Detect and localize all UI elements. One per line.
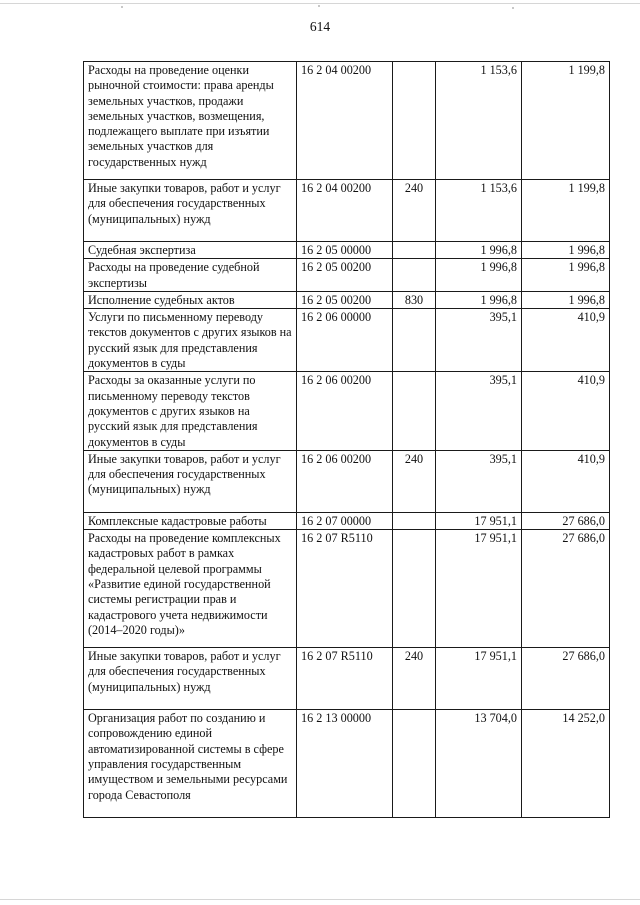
row-name-cell: Исполнение судебных актов <box>84 291 297 308</box>
row-type-cell: 240 <box>393 450 436 512</box>
row-value-1-cell: 17 951,1 <box>436 530 522 648</box>
row-value-2-cell: 14 252,0 <box>522 710 610 818</box>
row-value-2-cell: 1 996,8 <box>522 242 610 259</box>
row-value-2-cell: 1 199,8 <box>522 62 610 180</box>
row-type-cell <box>393 62 436 180</box>
row-code-cell: 16 2 05 00200 <box>297 259 393 292</box>
row-code-cell: 16 2 13 00000 <box>297 710 393 818</box>
row-type-cell <box>393 309 436 372</box>
page-number: 614 <box>309 19 331 34</box>
row-type-cell <box>393 259 436 292</box>
row-value-1-cell: 17 951,1 <box>436 648 522 710</box>
row-value-1-cell: 395,1 <box>436 450 522 512</box>
row-code-cell: 16 2 06 00200 <box>297 372 393 450</box>
row-value-1-cell: 1 996,8 <box>436 291 522 308</box>
table-row <box>84 530 610 648</box>
row-value-1-cell: 395,1 <box>436 309 522 372</box>
row-name-cell: Расходы на проведение комплексных кадастровых работ в рамках федеральной целевой программы «Развитие единой государственной системы регистрации прав и кадастрового учета недвижимости (2014–2020 годы)» <box>84 530 297 648</box>
row-code-cell: 16 2 05 00000 <box>297 242 393 259</box>
row-code-cell: 16 2 07 R5110 <box>297 530 393 648</box>
row-value-1-cell: 1 996,8 <box>436 259 522 292</box>
row-value-1-cell: 1 996,8 <box>436 242 522 259</box>
budget-table <box>83 61 610 818</box>
row-name-cell: Услуги по письменному переводу текстов документов с других языков на русский язык для представления документов в суды <box>84 309 297 372</box>
table-row <box>84 62 610 180</box>
row-value-2-cell: 27 686,0 <box>522 530 610 648</box>
table-row <box>84 372 610 450</box>
row-value-1-cell: 17 951,1 <box>436 512 522 529</box>
row-value-2-cell: 410,9 <box>522 450 610 512</box>
row-value-2-cell: 1 996,8 <box>522 291 610 308</box>
row-value-2-cell: 27 686,0 <box>522 512 610 529</box>
row-code-cell: 16 2 04 00200 <box>297 62 393 180</box>
row-type-cell <box>393 372 436 450</box>
table-row <box>84 450 610 512</box>
row-name-cell: Расходы на проведение оценки рыночной стоимости: права аренды земельных участков, продажи земельных участков, возмещения, подлежащего выплате при изъятии земельных участков для государственных нужд <box>84 62 297 180</box>
row-code-cell: 16 2 06 00200 <box>297 450 393 512</box>
row-value-1-cell: 1 153,6 <box>436 180 522 242</box>
row-name-cell: Судебная экспертиза <box>84 242 297 259</box>
row-code-cell: 16 2 06 00000 <box>297 309 393 372</box>
table-row <box>84 710 610 818</box>
row-value-2-cell: 27 686,0 <box>522 648 610 710</box>
scan-speck <box>121 6 123 8</box>
row-type-cell: 240 <box>393 648 436 710</box>
table-row <box>84 648 610 710</box>
row-code-cell: 16 2 07 R5110 <box>297 648 393 710</box>
row-type-cell <box>393 710 436 818</box>
table-row <box>84 259 610 292</box>
row-value-1-cell: 1 153,6 <box>436 62 522 180</box>
scan-speck <box>318 5 320 7</box>
row-type-cell <box>393 242 436 259</box>
table-row <box>84 291 610 308</box>
row-name-cell: Организация работ по созданию и сопровождению единой автоматизированной системы в сфере управления государственным имуществом и земельными ресурсами города Севастополя <box>84 710 297 818</box>
row-value-1-cell: 13 704,0 <box>436 710 522 818</box>
row-code-cell: 16 2 05 00200 <box>297 291 393 308</box>
row-value-1-cell: 395,1 <box>436 372 522 450</box>
row-name-cell: Расходы за оказанные услуги по письменному переводу текстов документов с других языков на русский язык для представления документов в суды <box>84 372 297 450</box>
row-code-cell: 16 2 07 00000 <box>297 512 393 529</box>
row-type-cell <box>393 530 436 648</box>
scan-artifact-top <box>0 3 640 4</box>
row-type-cell: 240 <box>393 180 436 242</box>
row-name-cell: Иные закупки товаров, работ и услуг для обеспечения государственных (муниципальных) нужд <box>84 180 297 242</box>
scan-artifact-bottom <box>0 899 640 900</box>
row-value-2-cell: 1 996,8 <box>522 259 610 292</box>
table-row <box>84 309 610 372</box>
table-row <box>84 242 610 259</box>
row-value-2-cell: 1 199,8 <box>522 180 610 242</box>
row-value-2-cell: 410,9 <box>522 372 610 450</box>
table-row <box>84 512 610 529</box>
row-name-cell: Иные закупки товаров, работ и услуг для обеспечения государственных (муниципальных) нужд <box>84 450 297 512</box>
row-name-cell: Расходы на проведение судебной экспертизы <box>84 259 297 292</box>
row-code-cell: 16 2 04 00200 <box>297 180 393 242</box>
row-name-cell: Комплексные кадастровые работы <box>84 512 297 529</box>
row-value-2-cell: 410,9 <box>522 309 610 372</box>
table-row <box>84 180 610 242</box>
row-type-cell: 830 <box>393 291 436 308</box>
scan-speck <box>512 7 514 9</box>
row-name-cell: Иные закупки товаров, работ и услуг для обеспечения государственных (муниципальных) нужд <box>84 648 297 710</box>
row-type-cell <box>393 512 436 529</box>
